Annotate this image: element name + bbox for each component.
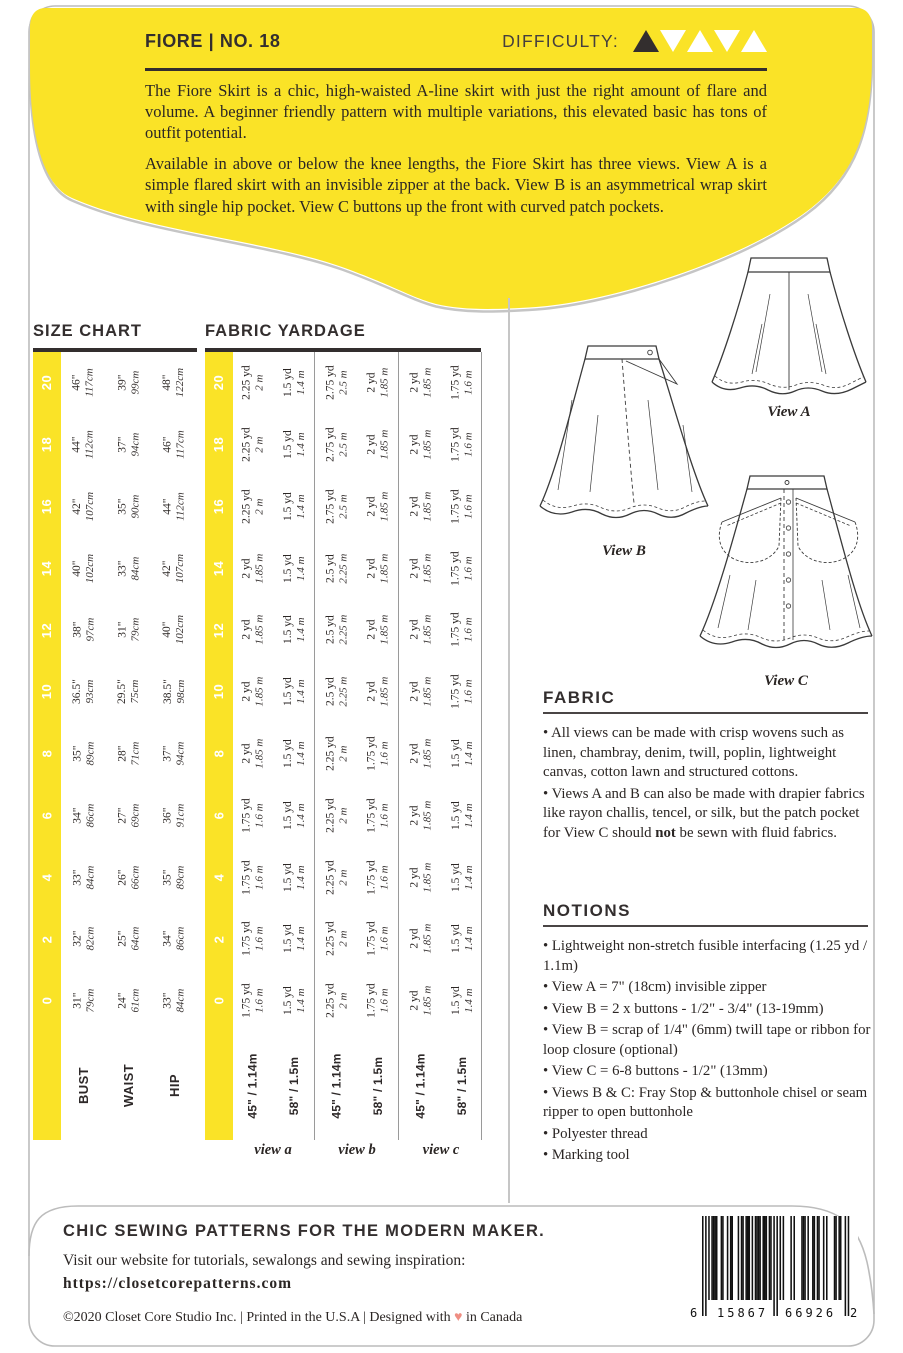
yardage-cell: 2.25 yd 2 m bbox=[240, 365, 266, 401]
size-chart-cell: 34" 86cm bbox=[161, 927, 187, 951]
size-band-cell: 6 bbox=[211, 811, 227, 820]
measurement-label: WAIST bbox=[120, 1064, 136, 1108]
barcode-digit-right: 2 bbox=[850, 1306, 858, 1320]
yardage-cell: 2.25 yd 2 m bbox=[324, 798, 350, 833]
upc-barcode bbox=[690, 1216, 858, 1334]
copyright-text-post: in Canada bbox=[462, 1310, 523, 1325]
view-a-label: View A bbox=[767, 404, 811, 420]
difficulty-triangle-icon bbox=[741, 30, 767, 52]
size-band-filler bbox=[33, 1032, 61, 1140]
size-chart-cell: 38.5" 98cm bbox=[161, 679, 187, 705]
yardage-cell: 2.75 yd 2.5 m bbox=[324, 427, 350, 462]
size-band-cell: 8 bbox=[211, 749, 227, 758]
size-band-cell: 2 bbox=[39, 935, 55, 943]
difficulty-triangle-icon bbox=[687, 30, 713, 52]
yardage-cell: 1.75 yd 1.6 m bbox=[449, 674, 475, 710]
size-chart-cell: 44" 112cm bbox=[161, 492, 187, 521]
notions-section-rule bbox=[543, 925, 868, 927]
size-band-cell: 4 bbox=[39, 873, 55, 882]
size-chart-cell: 48" 122cm bbox=[161, 368, 187, 398]
heart-icon: ♥ bbox=[454, 1310, 463, 1325]
size-chart-cell: 24" 61cm bbox=[115, 988, 141, 1013]
size-band-cell: 0 bbox=[39, 996, 55, 1005]
size-chart-cell: 33" 84cm bbox=[115, 556, 141, 581]
size-chart-cell: 26" 66cm bbox=[115, 865, 141, 890]
size-band-cell: 16 bbox=[39, 498, 55, 515]
yardage-cell: 1.5 yd 1.4 m bbox=[449, 801, 475, 830]
yardage-cell: 1.5 yd 1.4 m bbox=[281, 553, 307, 583]
yardage-cell: 1.5 yd 1.4 m bbox=[449, 986, 475, 1016]
yardage-cell: 2 yd 1.85 m bbox=[408, 862, 434, 893]
fabric-bullet-item: • All views can be made with crisp wovens such as linen, chambray, denim, twill, poplin, lightweight canvas, cotton lawn and structured cottons. bbox=[543, 725, 845, 781]
size-chart-cell: 46" 117cm bbox=[161, 430, 187, 459]
yardage-cell: 2 yd 1.85 m bbox=[240, 615, 266, 646]
yardage-cell: 2.5 yd 2.25 m bbox=[324, 615, 350, 646]
description-paragraph-1: The Fiore Skirt is a chic, high-waisted A-line skirt with just the right amount of flare and volume. A beginner friendly pattern with multiple variations, this elevated basic has tons of outfit potential. bbox=[145, 80, 767, 143]
yardage-cell: 1.5 yd 1.4 m bbox=[281, 615, 307, 645]
barcode-digit-left: 6 bbox=[690, 1306, 698, 1320]
yardage-cell: 2 yd 1.85 m bbox=[408, 553, 434, 584]
yardage-cell: 1.5 yd 1.4 m bbox=[281, 801, 307, 830]
barcode-bars bbox=[690, 1216, 858, 1320]
yardage-cell: 1.5 yd 1.4 m bbox=[449, 924, 475, 954]
size-band-cell: 6 bbox=[39, 811, 55, 820]
yardage-cell: 2 yd 1.85 m bbox=[408, 429, 434, 460]
size-chart-cell: 35" 90cm bbox=[115, 494, 141, 519]
fabric-section-rule bbox=[543, 712, 868, 714]
yardage-cell: 1.5 yd 1.4 m bbox=[281, 677, 307, 707]
yardage-cell: 1.5 yd 1.4 m bbox=[281, 739, 307, 769]
size-band-cell: 20 bbox=[39, 375, 55, 391]
yardage-cell: 1.5 yd 1.4 m bbox=[281, 368, 307, 398]
size-chart-cell: 37" 94cm bbox=[161, 741, 187, 766]
size-band-cell: 8 bbox=[39, 749, 55, 758]
fabric-yardage-title: FABRIC YARDAGE bbox=[205, 322, 366, 340]
yardage-cell: 1.75 yd 1.6 m bbox=[240, 983, 266, 1019]
yardage-cell: 1.75 yd 1.6 m bbox=[449, 551, 475, 586]
yardage-cell: 2.25 yd 2 m bbox=[240, 489, 266, 524]
size-chart-cell: 42" 107cm bbox=[70, 491, 96, 522]
description-paragraph-2: Available in above or below the knee lengths, the Fiore Skirt has three views. View A is a simple flared skirt with an invisible zipper at the back. View B is an asymmetrical wrap skirt with single hip pocket. View C buttons up the front with curved patch pockets. bbox=[145, 153, 767, 216]
size-band-cell: 2 bbox=[211, 935, 227, 943]
notions-bullet-item: • View A = 7" (18cm) invisible zipper bbox=[543, 979, 767, 996]
difficulty-indicator bbox=[502, 30, 767, 52]
copyright-text-pre: ©2020 Closet Core Studio Inc. | Printed in the U.S.A | Designed with bbox=[63, 1310, 455, 1325]
size-band-filler bbox=[205, 1032, 233, 1140]
yardage-cell: 1.5 yd 1.4 m bbox=[449, 739, 475, 769]
fabric-width-label: 58" / 1.5m bbox=[287, 1056, 302, 1115]
measurement-label: BUST bbox=[76, 1067, 91, 1105]
size-chart-cell: 28" 71cm bbox=[115, 741, 141, 766]
notions-section-title: NOTIONS bbox=[543, 901, 631, 920]
notions-bullet-item: • View B = scrap of 1/4" (6mm) twill tape or ribbon for loop closure (optional) bbox=[543, 1022, 871, 1058]
yardage-separator bbox=[314, 352, 315, 1140]
yardage-cell: 2.25 yd 2 m bbox=[324, 921, 350, 957]
yardage-cell: 2 yd 1.85 m bbox=[408, 676, 434, 707]
fabric-width-label: 45" / 1.14m bbox=[414, 1053, 429, 1119]
difficulty-label: DIFFICULTY: bbox=[502, 30, 619, 51]
yardage-separator bbox=[481, 352, 482, 1140]
yardage-cell: 2 yd 1.85 m bbox=[408, 924, 434, 955]
notions-bullet-item: • View C = 6-8 buttons - 1/2" (13mm) bbox=[543, 1063, 768, 1080]
yardage-cell: 2 yd 1.85 m bbox=[408, 491, 434, 522]
size-chart-cell: 32" 82cm bbox=[70, 927, 96, 951]
yardage-cell: 1.75 yd 1.6 m bbox=[240, 798, 266, 833]
yardage-cell: 2 yd 1.85 m bbox=[365, 429, 391, 460]
yardage-cell: 2 yd 1.85 m bbox=[365, 676, 391, 707]
flap-content bbox=[145, 24, 767, 226]
size-band-cell: 14 bbox=[39, 560, 55, 577]
yardage-cell: 1.75 yd 1.6 m bbox=[449, 365, 475, 401]
yardage-cell: 1.5 yd 1.4 m bbox=[281, 862, 307, 892]
yardage-cell: 2 yd 1.85 m bbox=[365, 615, 391, 646]
notions-bullet-list bbox=[543, 937, 873, 1168]
pattern-title: FIORE | NO. 18 bbox=[145, 30, 281, 51]
size-band-cell: 4 bbox=[211, 873, 227, 882]
size-chart-cell: 44" 112cm bbox=[70, 430, 96, 459]
size-chart-title: SIZE CHART bbox=[33, 322, 142, 340]
size-chart-cell: 33" 84cm bbox=[161, 988, 187, 1013]
view-a-column-label: view a bbox=[254, 1142, 292, 1158]
fabric-width-label: 45" / 1.14m bbox=[246, 1053, 261, 1119]
notions-bullet-item: • Polyester thread bbox=[543, 1125, 648, 1142]
yardage-cell: 1.75 yd 1.6 m bbox=[365, 921, 391, 957]
size-band-cell: 10 bbox=[39, 684, 55, 700]
view-b-label: View B bbox=[602, 543, 646, 559]
size-band-cell: 20 bbox=[211, 375, 227, 391]
fabric-section-title: FABRIC bbox=[543, 688, 616, 707]
size-band-cell: 18 bbox=[39, 436, 55, 453]
size-chart-cell: 25" 64cm bbox=[115, 927, 141, 951]
notions-bullet-item: • View B = 2 x buttons - 1/2" - 3/4" (13-19mm) bbox=[543, 1000, 824, 1017]
size-chart-cell: 31" 79cm bbox=[70, 988, 96, 1013]
size-chart-cell: 36" 91cm bbox=[161, 803, 187, 828]
difficulty-triangle-icon bbox=[714, 30, 740, 52]
size-band-cell: 12 bbox=[211, 622, 227, 638]
yardage-cell: 2 yd 1.85 m bbox=[408, 738, 434, 769]
footer-copyright bbox=[63, 1310, 522, 1326]
yardage-cell: 1.75 yd 1.6 m bbox=[240, 921, 266, 957]
yardage-cell: 1.75 yd 1.6 m bbox=[365, 798, 391, 833]
yardage-cell: 2.25 yd 2 m bbox=[324, 860, 350, 895]
yardage-cell: 1.75 yd 1.6 m bbox=[365, 736, 391, 771]
header-rule bbox=[145, 68, 767, 71]
yardage-cell: 2 yd 1.85 m bbox=[408, 800, 434, 831]
notions-bullet-item: • Views B & C: Fray Stop & buttonhole chisel or seam ripper to open buttonhole bbox=[543, 1084, 868, 1121]
view-c-illustration bbox=[688, 470, 884, 670]
yardage-cell: 2 yd 1.85 m bbox=[365, 553, 391, 584]
size-chart-cell: 42" 107cm bbox=[161, 553, 187, 583]
view-c-column-label: view c bbox=[422, 1142, 460, 1158]
size-chart-cell: 46" 117cm bbox=[70, 368, 96, 398]
yardage-cell: 2.5 yd 2.25 m bbox=[324, 553, 350, 584]
yardage-cell: 2 yd 1.85 m bbox=[365, 491, 391, 522]
measurement-label: HIP bbox=[166, 1074, 182, 1098]
size-chart-cell: 35" 89cm bbox=[70, 741, 96, 766]
yardage-cell: 2.25 yd 2 m bbox=[240, 427, 266, 462]
difficulty-triangles bbox=[633, 30, 767, 52]
fabric-bullet-list bbox=[543, 724, 873, 845]
size-chart-cell: 40" 102cm bbox=[161, 615, 187, 645]
notions-bullet-item: • Lightweight non-stretch fusible interfacing (1.25 yd / 1.1m) bbox=[543, 938, 868, 974]
notions-bullet-item: • Marking tool bbox=[543, 1147, 630, 1164]
yardage-cell: 2 yd 1.85 m bbox=[408, 367, 434, 398]
barcode-digit-group1: 15867 bbox=[717, 1306, 769, 1320]
yardage-cell: 1.5 yd 1.4 m bbox=[449, 862, 475, 892]
yardage-cell: 2.25 yd 2 m bbox=[324, 736, 350, 771]
size-band-cell: 18 bbox=[211, 436, 227, 453]
view-c-label: View C bbox=[764, 673, 808, 689]
emphasized-word: not bbox=[655, 824, 676, 841]
fabric-yardage-top-bar bbox=[205, 348, 481, 352]
fabric-width-label: 58" / 1.5m bbox=[455, 1056, 470, 1115]
yardage-separator bbox=[398, 352, 399, 1140]
yardage-cell: 2.25 yd 2 m bbox=[324, 983, 350, 1019]
yardage-cell: 1.5 yd 1.4 m bbox=[281, 492, 307, 521]
difficulty-triangle-icon bbox=[633, 30, 659, 52]
size-chart-cell: 35" 89cm bbox=[161, 865, 187, 890]
yardage-cell: 1.75 yd 1.6 m bbox=[449, 489, 475, 524]
footer-url: https://closetcorepatterns.com bbox=[63, 1275, 293, 1292]
yardage-cell: 2 yd 1.85 m bbox=[365, 367, 391, 398]
size-chart-top-bar bbox=[33, 348, 197, 352]
yardage-cell: 1.75 yd 1.6 m bbox=[365, 860, 391, 895]
yardage-cell: 2 yd 1.85 m bbox=[408, 985, 434, 1016]
yardage-cell: 2 yd 1.85 m bbox=[408, 615, 434, 646]
yardage-cell: 1.75 yd 1.6 m bbox=[449, 427, 475, 462]
yardage-cell: 1.75 yd 1.6 m bbox=[240, 860, 266, 895]
size-chart-cell: 34" 86cm bbox=[70, 803, 96, 828]
size-chart-cell: 33" 84cm bbox=[70, 865, 96, 890]
view-b-column-label: view b bbox=[338, 1142, 376, 1158]
size-chart-cell: 40" 102cm bbox=[70, 553, 96, 583]
yardage-cell: 1.5 yd 1.4 m bbox=[281, 924, 307, 954]
size-band-cell: 12 bbox=[39, 622, 55, 638]
barcode-digit-group2: 66926 bbox=[785, 1306, 837, 1320]
size-chart-cell: 38" 97cm bbox=[70, 618, 96, 642]
yardage-cell: 2 yd 1.85 m bbox=[240, 553, 266, 584]
size-band-cell: 16 bbox=[211, 498, 227, 515]
size-band-cell: 0 bbox=[211, 996, 227, 1005]
size-band-cell: 10 bbox=[211, 684, 227, 700]
yardage-cell: 2.75 yd 2.5 m bbox=[324, 365, 350, 401]
yardage-cell: 2 yd 1.85 m bbox=[240, 676, 266, 707]
yardage-cell: 1.5 yd 1.4 m bbox=[281, 430, 307, 460]
yardage-cell: 1.75 yd 1.6 m bbox=[449, 612, 475, 648]
size-band-cell: 14 bbox=[211, 560, 227, 577]
yardage-cell: 2 yd 1.85 m bbox=[240, 738, 266, 769]
size-chart-cell: 27" 69cm bbox=[115, 803, 141, 828]
size-chart-cell: 29.5" 75cm bbox=[115, 679, 141, 705]
view-a-illustration bbox=[700, 252, 878, 402]
fabric-width-label: 58" / 1.5m bbox=[371, 1056, 386, 1115]
difficulty-triangle-icon bbox=[660, 30, 686, 52]
size-chart-cell: 39" 99cm bbox=[115, 370, 141, 395]
yardage-cell: 2.75 yd 2.5 m bbox=[324, 489, 350, 524]
yardage-cell: 1.75 yd 1.6 m bbox=[365, 983, 391, 1019]
footer-tagline: CHIC SEWING PATTERNS FOR THE MODERN MAKER. bbox=[63, 1222, 546, 1240]
column-divider bbox=[508, 298, 510, 1203]
yardage-cell: 2.5 yd 2.25 m bbox=[324, 676, 350, 707]
fabric-width-label: 45" / 1.14m bbox=[330, 1053, 345, 1119]
footer-visit-line: Visit our website for tutorials, sewalongs and sewing inspiration: bbox=[63, 1252, 466, 1269]
size-chart-cell: 36.5" 93cm bbox=[70, 679, 96, 705]
size-chart-cell: 31" 79cm bbox=[115, 618, 141, 642]
yardage-cell: 1.5 yd 1.4 m bbox=[281, 986, 307, 1016]
size-chart-cell: 37" 94cm bbox=[115, 432, 141, 457]
fabric-bullet-item: • Views A and B can also be made with drapier fabrics like rayon challis, tencel, or silk, but the patch pocket for View C should not be sewn with fluid fabrics. bbox=[543, 785, 865, 841]
